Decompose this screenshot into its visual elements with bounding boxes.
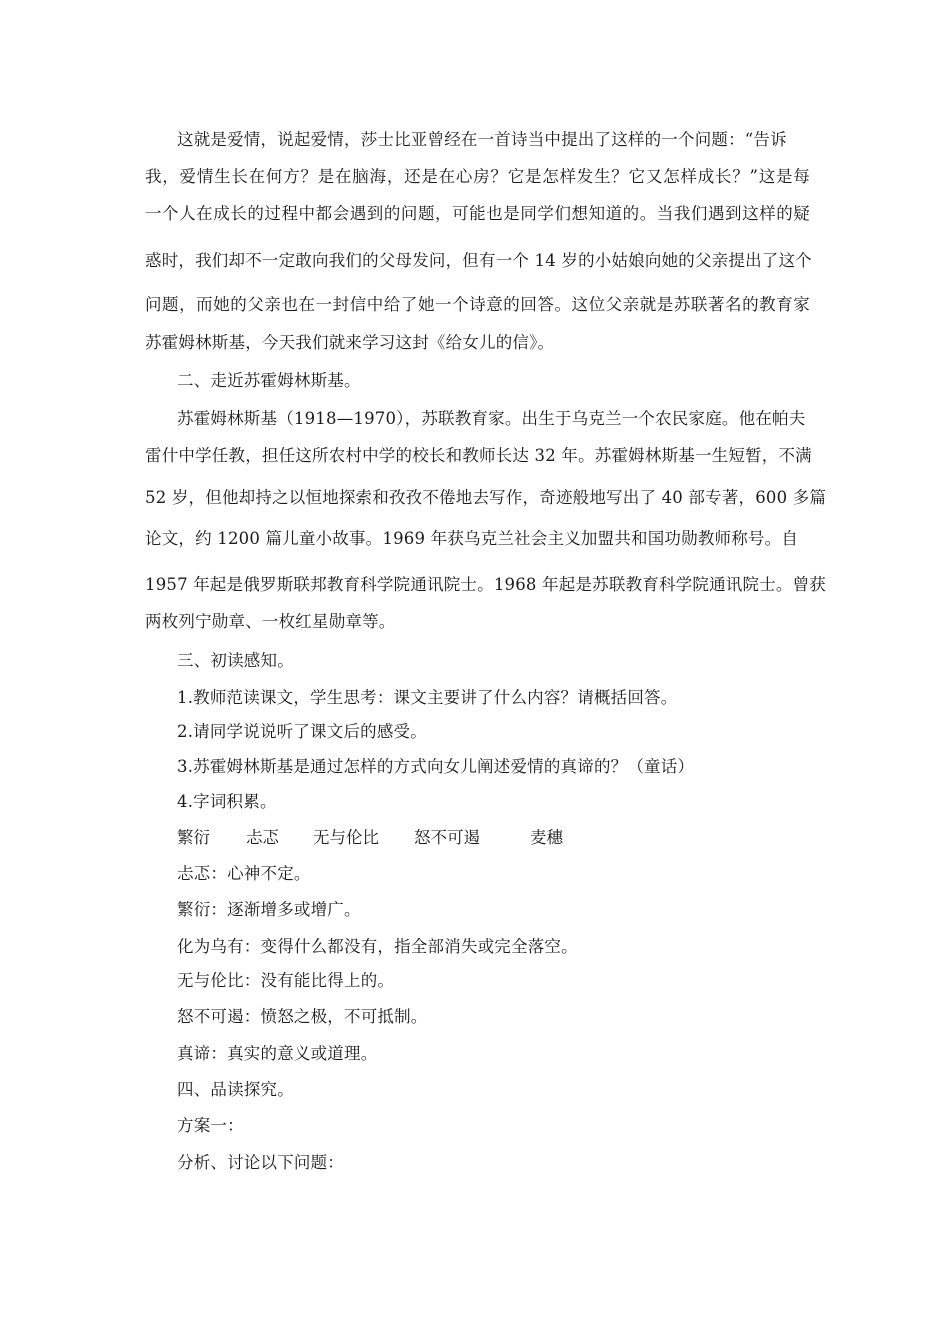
section-heading: 三、初读感知。 [177, 651, 294, 670]
paragraph-line: 雷什中学任教，担任这所农村中学的校长和教师长达 32 年。苏霍姆林斯基一生短暂，不满 [145, 446, 812, 465]
definition-item: 繁衍：逐渐增多或增广。 [177, 900, 361, 919]
definition-item: 怒不可遏：愤怒之极，不可抵制。 [177, 1007, 428, 1026]
paragraph-line: 惑时，我们却不一定敢向我们的父母发问，但有一个 14 岁的小姑娘向她的父亲提出了这个 [145, 251, 812, 270]
list-item: 4.字词积累。 [177, 792, 277, 811]
paragraph-line: 这就是爱情，说起爱情，莎士比亚曾经在一首诗当中提出了这样的一个问题：“告诉 [177, 130, 787, 149]
section-heading: 二、走近苏霍姆林斯基。 [177, 371, 361, 390]
vocab-word: 繁衍 [177, 828, 210, 847]
vocab-word: 麦穗 [530, 828, 563, 847]
list-item: 2.请同学说说听了课文后的感受。 [177, 722, 427, 741]
vocab-word: 忐忑 [246, 828, 279, 847]
definition-item: 无与伦比：没有能比得上的。 [177, 971, 395, 990]
paragraph-line: 苏霍姆林斯基，今天我们就来学习这封《给女儿的信》。 [145, 333, 555, 352]
paragraph-line: 一个人在成长的过程中都会遇到的问题，可能也是同学们想知道的。当我们遇到这样的疑 [145, 204, 810, 223]
subsection-heading: 方案一： [177, 1116, 244, 1135]
list-item: 1.教师范读课文，学生思考：课文主要讲了什么内容？请概括回答。 [177, 688, 678, 707]
definition-item: 真谛：真实的意义或道理。 [177, 1044, 378, 1063]
list-item: 3.苏霍姆林斯基是通过怎样的方式向女儿阐述爱情的真谛的？（童话） [177, 757, 695, 776]
paragraph-line: 问题，而她的父亲也在一封信中给了她一个诗意的回答。这位父亲就是苏联著名的教育家 [145, 295, 810, 314]
paragraph-line: 论文，约 1200 篇儿童小故事。1969 年获乌克兰社会主义加盟共和国功勋教师称号。自 [145, 529, 799, 548]
paragraph-line: 1957 年起是俄罗斯联邦教育科学院通讯院士。1968 年起是苏联教育科学院通讯院士。曾获 [145, 575, 826, 594]
paragraph-line: 苏霍姆林斯基（1918—1970），苏联教育家。出生于乌克兰一个农民家庭。他在帕夫 [177, 409, 806, 428]
paragraph-line: 52 岁，但他却持之以恒地探索和孜孜不倦地去写作，奇迹般地写出了 40 部专著，600 多篇 [145, 488, 827, 507]
vocab-word: 怒不可遏 [414, 828, 480, 847]
vocab-word: 无与伦比 [313, 828, 379, 847]
definition-item: 忐忑：心神不定。 [177, 864, 311, 883]
section-heading: 四、品读探究。 [177, 1080, 294, 1099]
paragraph-line: 两枚列宁勋章、一枚红星勋章等。 [145, 612, 396, 631]
paragraph-line: 我，爱情生长在何方？是在脑海，还是在心房？它是怎样发生？它又怎样成长？”这是每 [145, 167, 810, 186]
paragraph-line: 分析、讨论以下问题： [177, 1153, 344, 1172]
definition-item: 化为乌有：变得什么都没有，指全部消失或完全落空。 [177, 937, 578, 956]
